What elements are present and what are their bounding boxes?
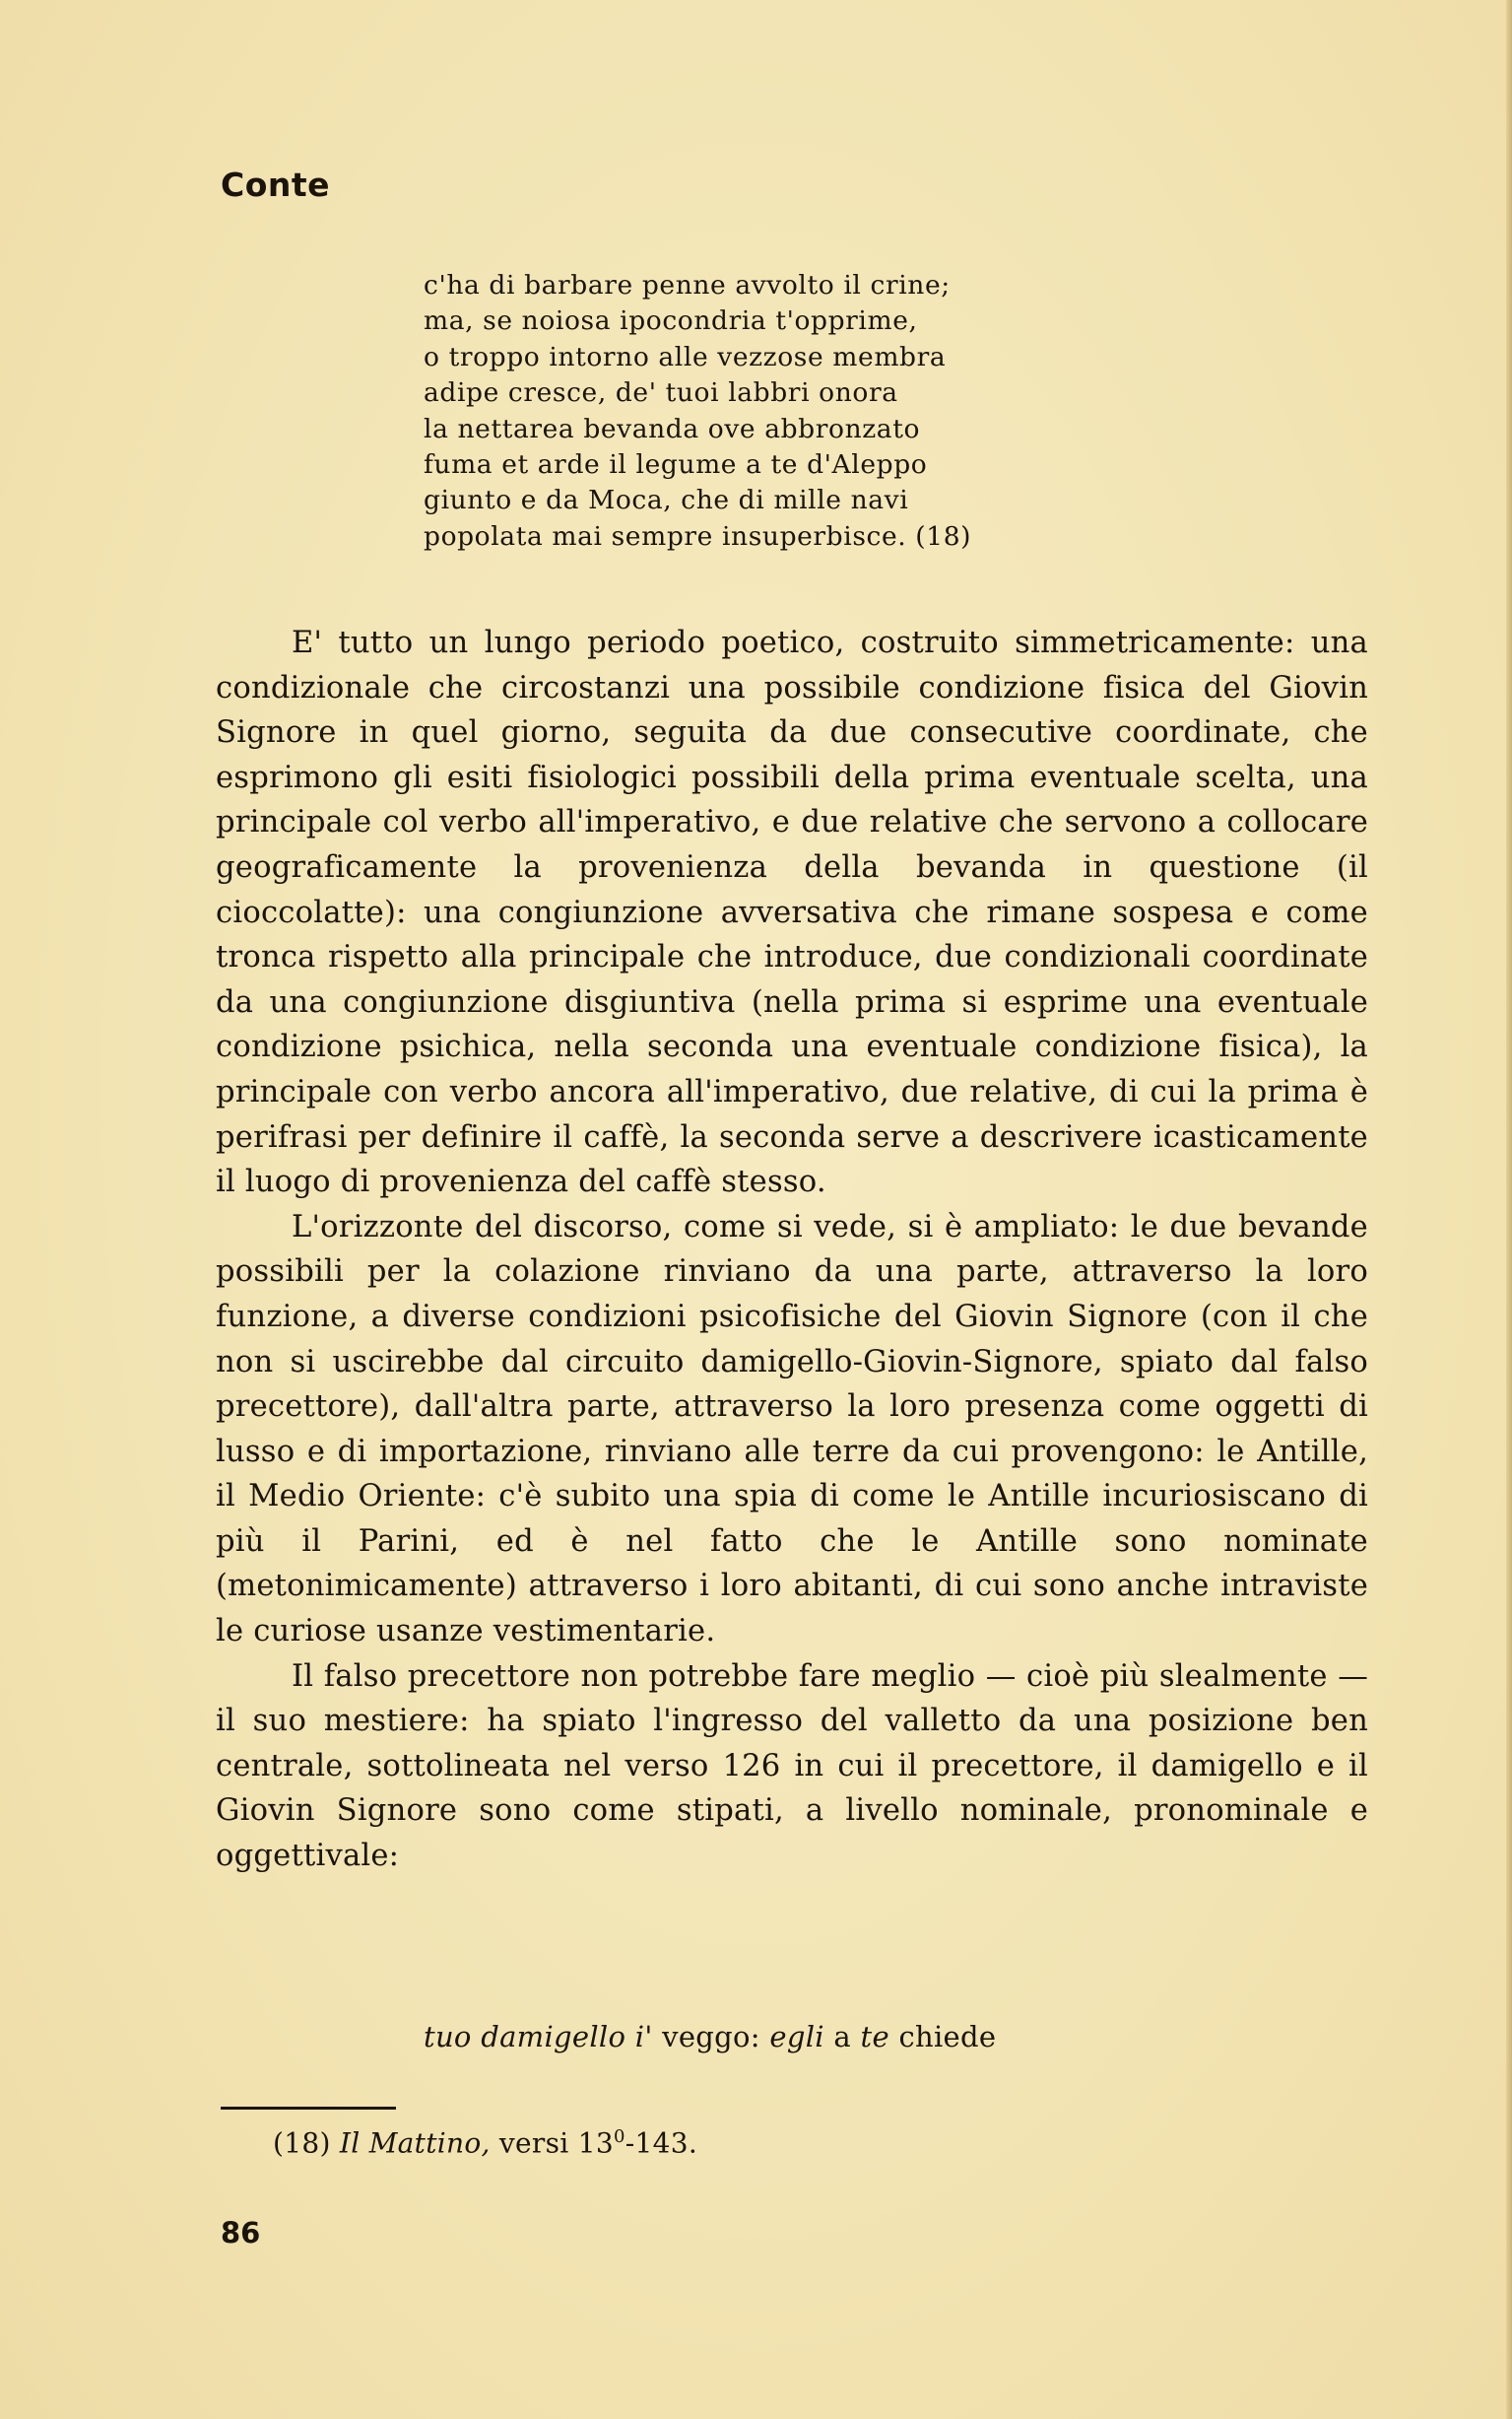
running-head: Conte	[221, 166, 331, 204]
verse-quotation	[424, 268, 971, 555]
quote-italic: egli	[769, 2020, 824, 2053]
verse-line: la nettarea bevanda ove abbronzato	[424, 413, 920, 444]
verse-example	[424, 2020, 996, 2053]
quote-text: veggo:	[652, 2020, 770, 2053]
footnote-text: -143.	[625, 2126, 698, 2160]
quote-text: chiede	[888, 2020, 997, 2053]
footnote	[273, 2126, 697, 2159]
footnote-superscript: 0	[613, 2126, 625, 2147]
page-number: 86	[221, 2216, 261, 2250]
verse-line: c'ha di barbare penne avvolto il crine;	[424, 270, 951, 301]
verse-line: o troppo intorno alle vezzose membra	[424, 341, 947, 372]
quote-text: a	[823, 2020, 861, 2053]
verse-line: ma, se noiosa ipocondria t'opprime,	[424, 305, 918, 337]
footnote-rule	[221, 2107, 396, 2110]
footnote-title: Il Mattino,	[339, 2126, 491, 2160]
verse-line: fuma et arde il legume a te d'Aleppo	[424, 449, 928, 481]
verse-line: popolata mai sempre insuperbisce. (18)	[424, 520, 972, 552]
page-edge	[1506, 0, 1512, 2419]
paragraph: E' tutto un lungo periodo poetico, costruito simmetricamente: una condizionale che circostanzi una possibile condizione fisica del Giovin Signore in quel giorno, seguita da due consecutive coordinate, che esprimono gli esiti fisiologici possibili della prima eventuale scelta, una principale col verbo all'imperativo, e due relative che servono a collocare geograficamente la provenienza della bevanda in questione (il cioccolatte): una congiunzione avversativa che rimane sospesa e come tronca rispetto alla principale che introduce, due condizionali coordinate da una congiunzione disgiuntiva (nella prima si esprime una eventuale condizione psichica, nella seconda una eventuale condizione fisica), la principale con verbo ancora all'imperativo, due relative, di cui la prima è perifrasi per definire il caffè, la seconda serve a descrivere icasticamente il luogo di provenienza del caffè stesso.	[216, 626, 1368, 1200]
verse-line: giunto e da Moca, che di mille navi	[424, 485, 909, 516]
body-text	[216, 621, 1368, 1879]
paragraph: L'orizzonte del discorso, come si vede, si è ampliato: le due bevande possibili per la colazione rinviano da una parte, attraverso la loro funzione, a diverse condizioni psicofisiche del Giovin Signore (con il che non si uscirebbe dal circuito damigello-Giovin-Signore, spiato dal falso precettore), dall'altra parte, attraverso la loro presenza come oggetti di lusso e di importazione, rinviano alle terre da cui provengono: le Antille, il Medio Oriente: c'è subito una spia di come le Antille incuriosiscano di più il Parini, ed è nel fatto che le Antille sono nominate (metonimicamente) attraverso i loro abitanti, di cui sono anche intraviste le curiose usanze vestimentarie.	[216, 1209, 1368, 1649]
quote-italic: tuo damigello i'	[424, 2020, 653, 2053]
footnote-text: versi 13	[490, 2126, 614, 2160]
quote-italic: te	[860, 2020, 889, 2053]
paragraph: Il falso precettore non potrebbe fare meglio — cioè più slealmente — il suo mestiere: ha spiato l'ingresso del valletto da una posizione ben centrale, sottolineata nel verso 126 in cui il precettore, il damigello e il Giovin Signore sono come stipati, a livello nominale, pronominale e oggettivale:	[216, 1658, 1368, 1874]
footnote-marker: (18)	[273, 2126, 331, 2160]
verse-line: adipe cresce, de' tuoi labbri onora	[424, 377, 898, 409]
